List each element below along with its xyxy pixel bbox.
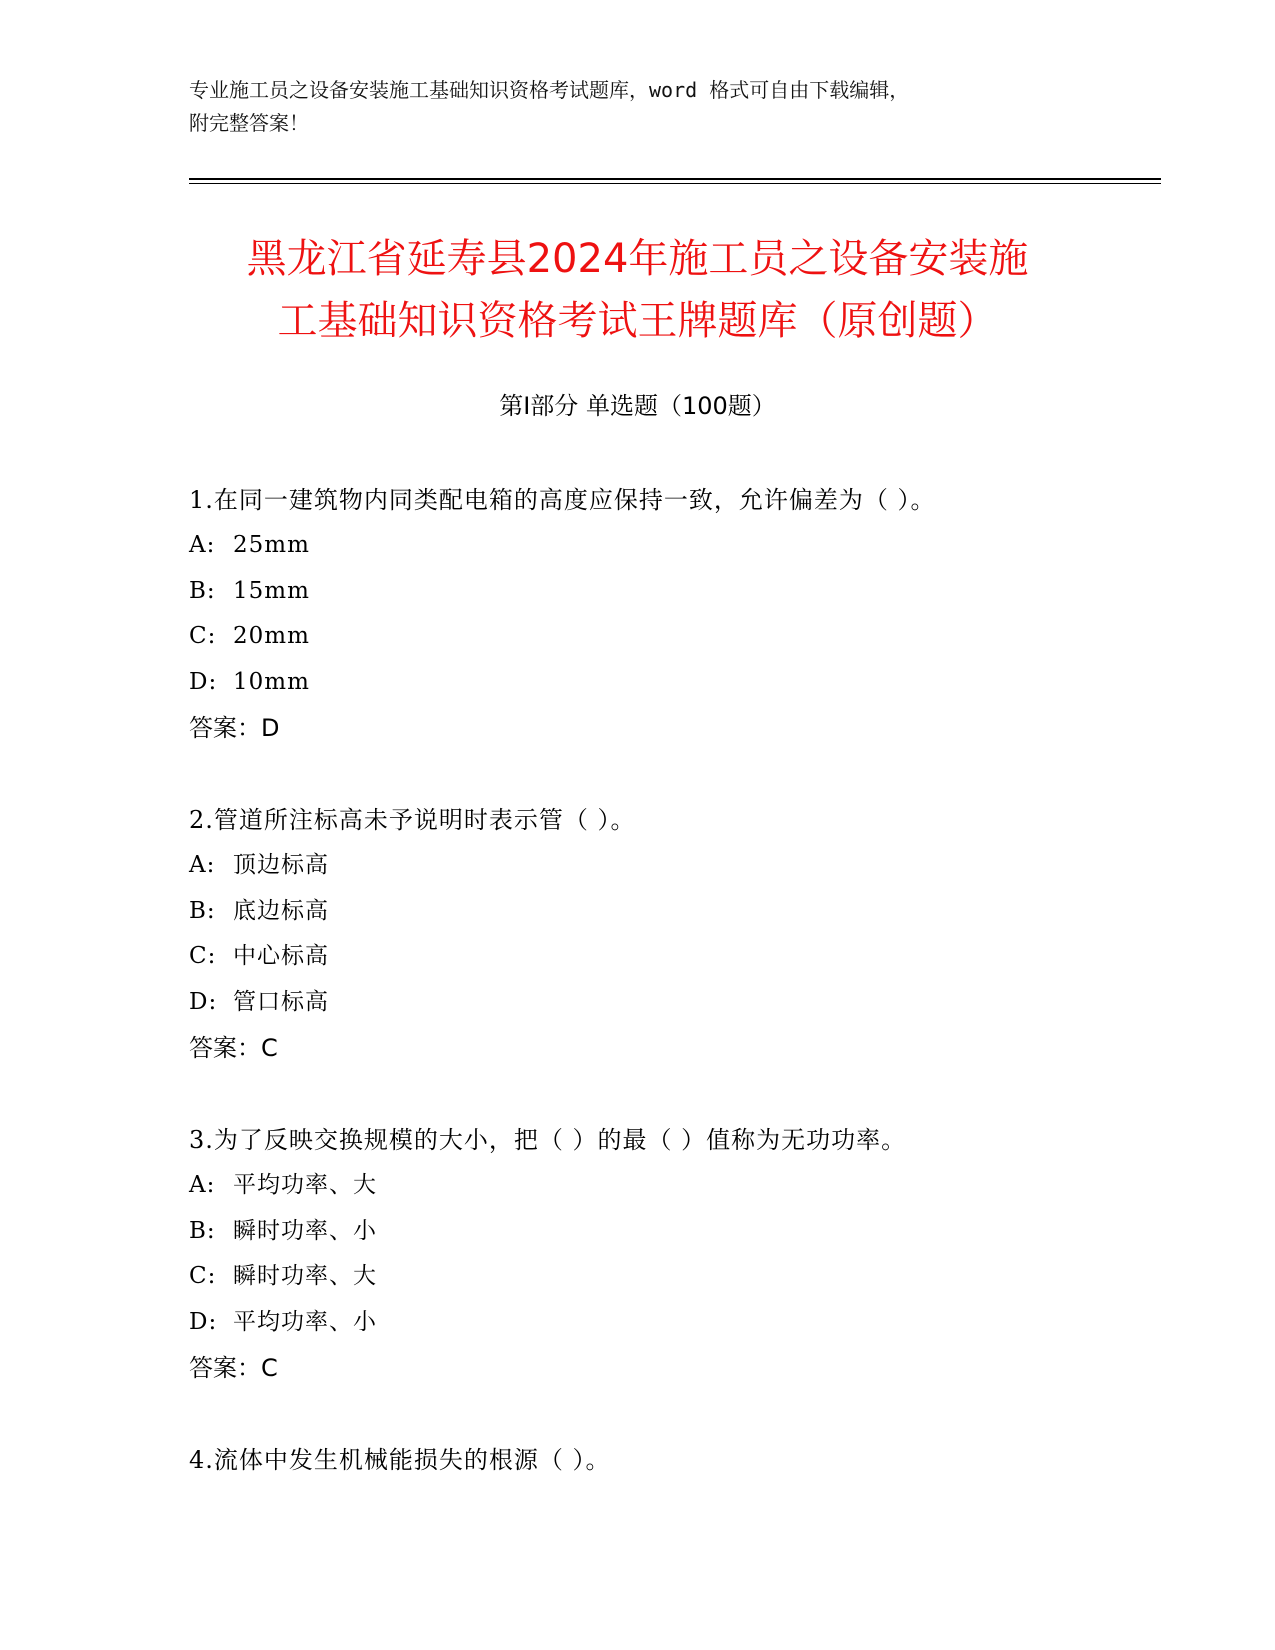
- option-text: 平均功率、大: [233, 1172, 377, 1198]
- option-letter: C:: [189, 943, 217, 969]
- option-letter: C:: [189, 623, 217, 649]
- option-text: 瞬时功率、小: [233, 1217, 377, 1244]
- question-stem: 3.为了反映交换规模的大小，把（ ）的最（ ）值称为无功功率。: [189, 1126, 907, 1154]
- header-note-line-1: 专业施工员之设备安装施工基础知识资格考试题库，word 格式可自由下载编辑，: [189, 78, 910, 102]
- question-2: [189, 797, 1149, 1071]
- header-divider-thick: [189, 178, 1161, 180]
- option-letter: D:: [189, 988, 218, 1015]
- option-letter: D:: [189, 668, 218, 695]
- option-letter: B:: [189, 577, 216, 604]
- answer-line: [189, 1025, 1149, 1071]
- option-text: 平均功率、小: [233, 1308, 377, 1335]
- option-d: [189, 660, 1149, 706]
- document-header-note: [189, 74, 1069, 140]
- option-b: [189, 889, 1149, 935]
- option-c: [189, 614, 1149, 660]
- option-a: [189, 1163, 1149, 1209]
- question-stem: 1.在同一建筑物内同类配电箱的高度应保持一致，允许偏差为（ ）。: [189, 486, 936, 514]
- question-1: [189, 477, 1149, 751]
- answer-label: 答案：: [189, 714, 261, 742]
- option-a: [189, 523, 1149, 569]
- option-d: [189, 1300, 1149, 1346]
- question-stem: 2.管道所注标高未予说明时表示管（ ）。: [189, 806, 636, 834]
- option-letter: A:: [189, 532, 216, 558]
- question-stem: 4.流体中发生机械能损失的根源（ ）。: [189, 1446, 611, 1474]
- option-text: 顶边标高: [233, 852, 329, 878]
- option-c: [189, 1254, 1149, 1300]
- document-title-line-2: 工基础知识资格考试王牌题库（原创题）: [277, 298, 998, 344]
- answer-value: D: [261, 714, 280, 742]
- option-a: [189, 843, 1149, 889]
- section-heading: 第Ⅰ部分 单选题（100题）: [499, 392, 776, 420]
- option-b: [189, 569, 1149, 615]
- option-text: 中心标高: [233, 943, 329, 969]
- option-letter: A:: [189, 852, 216, 878]
- question-4: [189, 1437, 1149, 1483]
- answer-value: C: [261, 1034, 278, 1062]
- option-letter: D:: [189, 1308, 218, 1335]
- header-divider-thin: [189, 183, 1161, 184]
- option-d: [189, 980, 1149, 1026]
- option-letter: C:: [189, 1263, 217, 1289]
- document-title-line-1: 黑龙江省延寿县2024年施工员之设备安装施: [246, 236, 1029, 282]
- option-text: 瞬时功率、大: [233, 1263, 377, 1289]
- option-text: 15mm: [233, 577, 310, 604]
- document-title: [150, 228, 1125, 352]
- option-letter: A:: [189, 1172, 216, 1198]
- option-letter: B:: [189, 897, 216, 924]
- answer-line: [189, 1345, 1149, 1391]
- header-note-line-2: 附完整答案！: [189, 111, 309, 135]
- option-text: 管口标高: [233, 988, 329, 1015]
- option-text: 20mm: [233, 623, 310, 649]
- option-letter: B:: [189, 1217, 216, 1244]
- option-text: 25mm: [233, 532, 310, 558]
- answer-label: 答案：: [189, 1354, 261, 1382]
- option-text: 10mm: [233, 668, 310, 695]
- answer-label: 答案：: [189, 1034, 261, 1062]
- option-c: [189, 934, 1149, 980]
- option-b: [189, 1209, 1149, 1255]
- question-3: [189, 1117, 1149, 1391]
- option-text: 底边标高: [233, 897, 329, 924]
- answer-line: [189, 705, 1149, 751]
- answer-value: C: [261, 1354, 278, 1382]
